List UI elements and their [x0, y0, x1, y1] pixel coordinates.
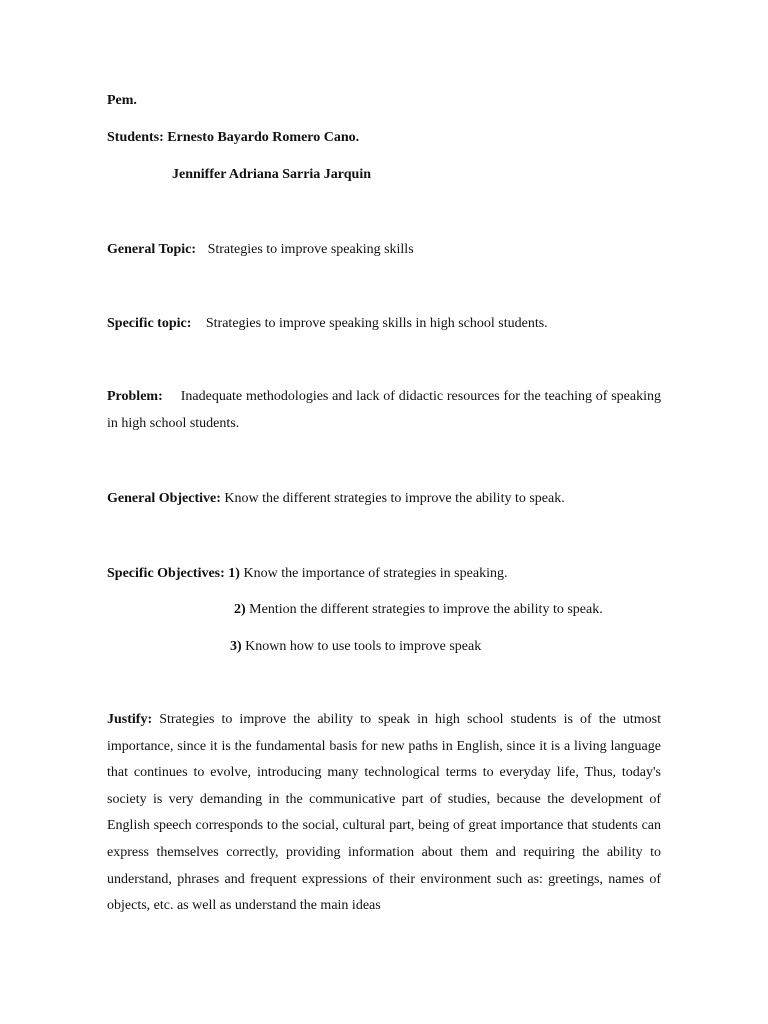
objective-number-2: 2): [234, 602, 246, 617]
general-objective-line: [107, 490, 565, 508]
specific-objectives-label: Specific Objectives:: [107, 566, 225, 581]
justify-value: Strategies to improve the ability to speak in high school students is of the utmost importance, since it is the fundamental basis for new paths in English, since it is a living language that continues to evolve, introducing many technological terms to everyday life, Thus, today's society is very demanding in the communicative part of studies, because the development of English speech corresponds to the social, cultural part, being of great importance that students can express themselves correctly, providing information about them and requiring the ability to understand, phrases and frequent expressions of their environment such as: greetings, names of objects, etc. as well as understand the main ideas: [107, 712, 662, 914]
justify-label: Justify:: [107, 712, 153, 727]
general-topic-label: General Topic:: [107, 242, 197, 257]
specific-objective-3: [230, 638, 481, 656]
general-topic-line: [107, 241, 414, 259]
objective-text-3: Known how to use tools to improve speak: [245, 639, 482, 654]
objective-number-3: 3): [230, 639, 242, 654]
students-line: [107, 129, 359, 147]
specific-topic-value: Strategies to improve speaking skills in high school students.: [205, 316, 548, 331]
general-topic-value: Strategies to improve speaking skills: [207, 242, 414, 257]
student-name-2: Jenniffer Adriana Sarria Jarquin: [172, 167, 372, 182]
problem-paragraph: [107, 384, 661, 437]
specific-objective-2: [234, 601, 603, 619]
objective-number-1: 1): [228, 566, 240, 581]
specific-objective-1: [107, 565, 507, 583]
specific-topic-line: [107, 315, 548, 333]
student-name-1: Ernesto Bayardo Romero Cano.: [167, 130, 360, 145]
objective-text-1: Know the importance of strategies in speaking.: [243, 566, 508, 581]
general-objective-label: General Objective:: [107, 491, 221, 506]
problem-value: Inadequate methodologies and lack of didactic resources for the teaching of speaking in high school students.: [107, 389, 661, 431]
general-objective-value: Know the different strategies to improve the ability to speak.: [224, 491, 565, 506]
problem-label: Problem:: [107, 389, 163, 404]
specific-topic-label: Specific topic:: [107, 316, 192, 331]
students-label: Students:: [107, 130, 164, 145]
justify-paragraph: [107, 707, 661, 920]
institution-label: Pem.: [107, 93, 137, 108]
objective-text-2: Mention the different strategies to improve the ability to speak.: [249, 602, 603, 617]
